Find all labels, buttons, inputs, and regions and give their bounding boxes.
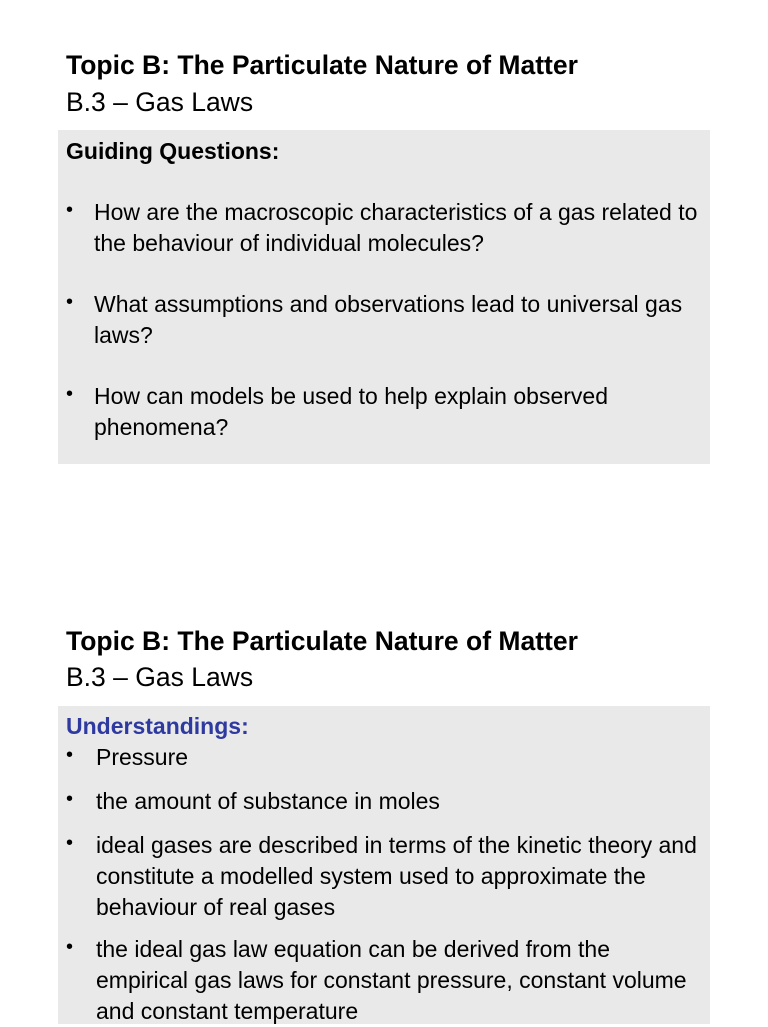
understanding-text: the ideal gas law equation can be derived from the empirical gas laws for constant pressure, constant volume and constant temperature: [96, 936, 687, 1024]
slide-title: Topic B: The Particulate Nature of Matter: [66, 626, 578, 656]
question-text: How are the macroscopic characteristics of a gas related to the behaviour of individual molecules?: [94, 199, 698, 256]
understandings-box: [58, 706, 710, 1024]
understanding-text: Pressure: [96, 744, 189, 770]
understanding-text: ideal gases are described in terms of the kinetic theory and constitute a modelled system used to approximate the behaviour of real gases: [96, 832, 697, 920]
bullet-icon: •: [66, 383, 74, 405]
slide-subtitle: B.3 – Gas Laws: [66, 662, 254, 692]
bullet-icon: •: [66, 744, 74, 766]
question-text: What assumptions and observations lead to universal gas laws?: [94, 291, 683, 348]
understandings-heading: Understandings:: [66, 713, 249, 739]
bullet-icon: •: [66, 936, 74, 958]
understanding-text: the amount of substance in moles: [96, 788, 440, 814]
bullet-icon: •: [66, 199, 74, 221]
guiding-questions-box: [58, 130, 710, 464]
bullet-icon: •: [66, 832, 74, 854]
guiding-questions-heading: Guiding Questions:: [66, 138, 280, 164]
slide-title: Topic B: The Particulate Nature of Matter: [66, 50, 578, 80]
slide-understandings: [0, 576, 768, 1024]
bullet-icon: •: [66, 291, 74, 313]
slide-subtitle: B.3 – Gas Laws: [66, 87, 254, 117]
bullet-icon: •: [66, 788, 74, 810]
question-text: How can models be used to help explain observed phenomena?: [94, 383, 608, 440]
